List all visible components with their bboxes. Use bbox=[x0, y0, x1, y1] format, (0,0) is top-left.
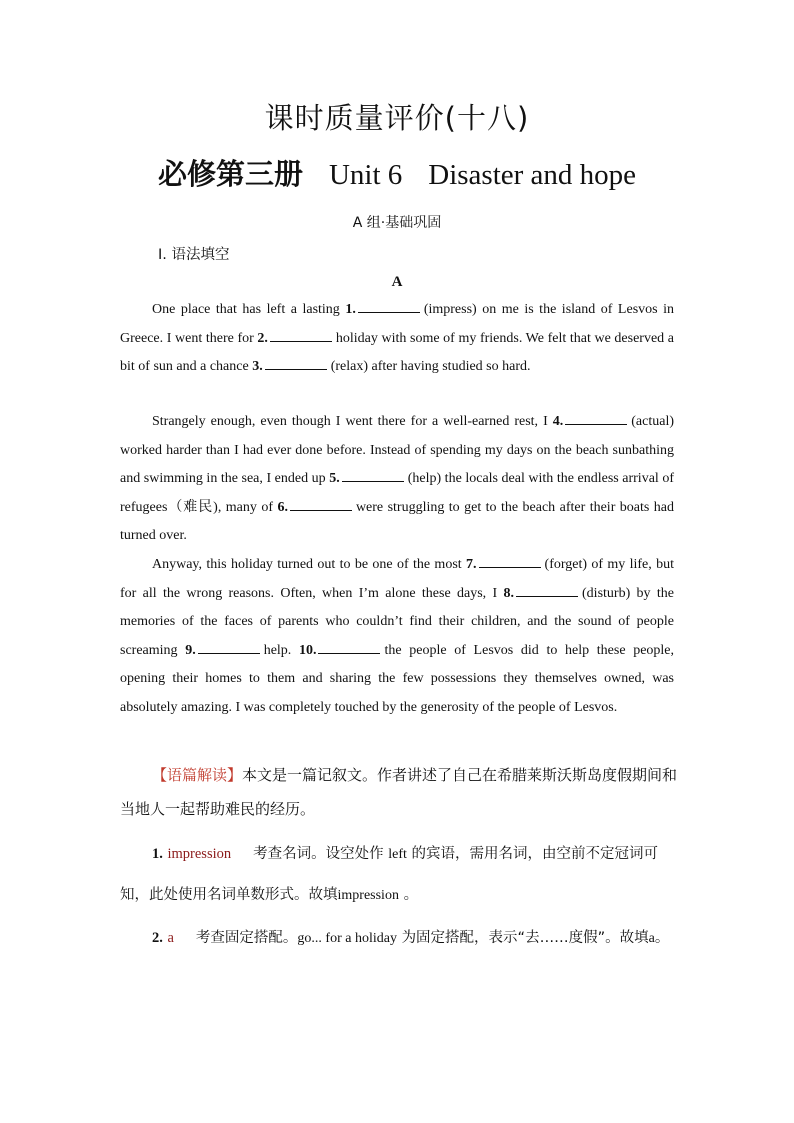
blank-number: 5. bbox=[329, 471, 340, 486]
passage-text: (actual) worked harder than I had ever done before. Instead of spending my days on the beach sunbathing and swimming in the sea, I ended up bbox=[120, 414, 675, 486]
passage-text: the people of Lesvos did to help these people, opening their homes to them and sharing the few possessions they themselves owned, was absolutely amazing. I was completely touched by the generosity of the people of Lesvos. bbox=[120, 642, 675, 715]
passage-paragraph-2 bbox=[120, 408, 674, 551]
passage-label: A bbox=[391, 274, 403, 290]
blank-number: 2. bbox=[257, 330, 268, 346]
passage-text: holiday with some of my friends. We felt that we deserved a bit of sun and a chance bbox=[120, 330, 675, 374]
explanation-term: left bbox=[388, 847, 407, 862]
passage-text: (impress) on me is the island of Lesvos in Greece. I went there for bbox=[120, 302, 674, 346]
interpretation-text: 本文是一篇记叙文。作者讲述了自己在希腊莱斯沃斯岛度假期间和当地人一起帮助难民的经历。 bbox=[120, 766, 678, 818]
blank-6[interactable] bbox=[290, 496, 352, 511]
blank-5[interactable] bbox=[342, 467, 404, 482]
blank-number: 6. bbox=[277, 499, 288, 515]
blank-2[interactable] bbox=[270, 327, 332, 342]
explanation-text: 。 bbox=[654, 930, 670, 946]
blank-number: 7. bbox=[466, 557, 477, 572]
passage-text: (disturb) by the memories of the faces of parents who couldn’t find their children, and the sound of people screaming bbox=[120, 585, 674, 658]
answer-item-1 bbox=[120, 834, 680, 916]
answer-number: 2. bbox=[152, 930, 163, 946]
passage-interpretation bbox=[120, 758, 680, 826]
blank-4[interactable] bbox=[565, 410, 627, 425]
explanation-text: 为固定搭配，表示“去……度假”。故填 bbox=[401, 930, 649, 946]
answer-item-2 bbox=[120, 918, 680, 959]
passage-text: (relax) after having studied so hard. bbox=[330, 359, 531, 374]
page-title: 课时质量评价(十八) bbox=[264, 101, 530, 135]
explanation-text: 的宾语，需用名词，由空前不定冠词可知，此处使用名词单数形式。故填 bbox=[120, 846, 658, 903]
blank-number: 10. bbox=[298, 642, 317, 658]
explanation-term: go... for a holiday bbox=[297, 931, 397, 946]
passage-text: One place that has left a lasting bbox=[152, 302, 340, 317]
passage-text: (forget) of my life, but for all the wrong reasons. Often, when I’m alone these days, I bbox=[120, 557, 675, 601]
explanation-text: 考查名词。设空处作 bbox=[253, 846, 384, 862]
blank-number: 9. bbox=[185, 642, 196, 658]
passage-text: Strangely enough, even though I went there for a well-earned rest, I bbox=[152, 414, 548, 429]
blank-7[interactable] bbox=[479, 553, 541, 568]
blank-8[interactable] bbox=[516, 582, 578, 597]
answer-value: a bbox=[167, 930, 174, 946]
blank-number: 4. bbox=[552, 414, 564, 429]
group-heading: A 组·基础巩固 bbox=[352, 215, 442, 231]
passage-text: help. bbox=[263, 642, 292, 658]
explanation-text: 。 bbox=[403, 887, 419, 903]
blank-9[interactable] bbox=[198, 639, 260, 654]
passage-text: Anyway, this holiday turned out to be one of the most bbox=[152, 557, 462, 572]
blank-3[interactable] bbox=[265, 355, 327, 370]
section-heading: Ⅰ. 语法填空 bbox=[158, 247, 230, 263]
blank-10[interactable] bbox=[318, 639, 380, 654]
passage-text: (help) the locals deal with the endless arrival of refugees（难民), many of bbox=[120, 471, 675, 515]
answer-number: 1. bbox=[152, 846, 163, 862]
book-name: 必修第三册 bbox=[157, 157, 303, 191]
explanation-term: impression bbox=[337, 888, 399, 903]
blank-number: 1. bbox=[345, 302, 356, 317]
passage-paragraph-3 bbox=[120, 551, 674, 722]
unit-number: Unit 6 bbox=[328, 159, 403, 191]
passage-text: were struggling to get to the beach after their boats had turned over. bbox=[120, 499, 675, 543]
unit-title: Disaster and hope bbox=[428, 159, 637, 191]
explanation-term: a bbox=[648, 931, 655, 946]
interpretation-tag: 【语篇解读】 bbox=[152, 766, 243, 784]
unit-heading bbox=[0, 152, 794, 193]
explanation-text: 考查固定搭配。 bbox=[195, 930, 298, 946]
blank-number: 8. bbox=[503, 585, 515, 601]
blank-number: 3. bbox=[252, 359, 263, 374]
answer-value: impression bbox=[167, 846, 232, 862]
blank-1[interactable] bbox=[358, 298, 420, 313]
passage-paragraph-1 bbox=[120, 296, 674, 382]
